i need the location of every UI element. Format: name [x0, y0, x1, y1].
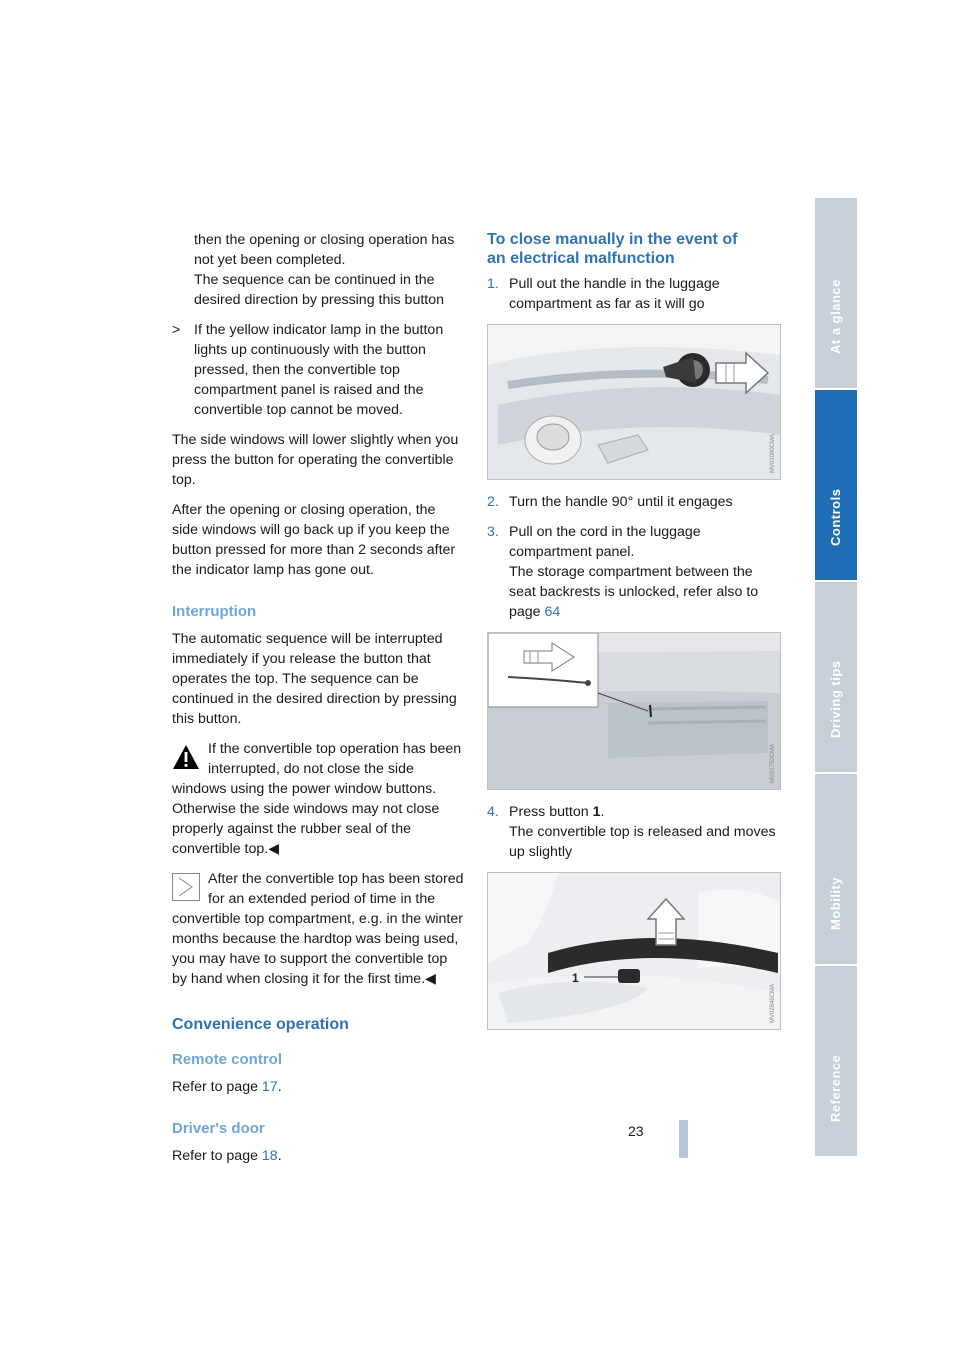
heading-interruption: Interruption	[172, 603, 257, 620]
after-operation-paragraph: After the opening or closing operation, the side windows will go back up if you keep the button pressed for more than 2 seconds after the indicator lamp has gone out.	[172, 502, 456, 578]
left-column	[172, 230, 464, 1176]
drivers-door-reference: Refer to page 18.	[172, 1148, 282, 1164]
chapter-tabs	[815, 198, 857, 1158]
warning-note	[172, 739, 464, 859]
page-link-17[interactable]: 17	[261, 1079, 278, 1095]
svg-text:MV02846CMA: MV02846CMA	[770, 983, 776, 1023]
bullet-item	[172, 320, 464, 420]
figure-callout-1: 1	[572, 971, 579, 985]
button-illustration	[488, 873, 780, 1029]
interruption-paragraph: The automatic sequence will be interrupted immediately if you release the button that operates the top. The sequence can be continued in the desired direction by pressing this button.	[172, 631, 457, 727]
cord-illustration	[488, 633, 780, 789]
tab-reference[interactable]: Reference	[815, 966, 857, 1156]
bullet-text: If the yellow indicator lamp in the button lights up continuously with the button pressed, then the convertible top compartment panel is raised and the convertible top cannot be moved.	[194, 322, 444, 418]
note-icon	[172, 873, 200, 901]
page-number: 23	[628, 1123, 644, 1139]
side-windows-paragraph: The side windows will lower slightly when you press the button for operating the convertible top.	[172, 432, 459, 488]
step-1: 1. Pull out the handle in the luggage compartment as far as it will go	[487, 276, 720, 312]
tab-driving-tips[interactable]: Driving tips	[815, 582, 857, 772]
tab-at-a-glance[interactable]: At a glance	[815, 198, 857, 388]
page-link-18[interactable]: 18	[261, 1148, 278, 1164]
svg-text:MV01750CMA: MV01750CMA	[770, 743, 776, 783]
handle-illustration	[488, 325, 780, 479]
svg-text:MV01080CMA: MV01080CMA	[770, 433, 776, 473]
bullet-mark: >	[172, 322, 181, 338]
right-column	[487, 230, 783, 1030]
step-2: 2. Turn the handle 90° until it engages	[487, 494, 733, 510]
page-number-bar	[679, 1120, 688, 1158]
heading-manual-close: To close manually in the event of an electrical malfunction	[487, 231, 738, 267]
tab-controls[interactable]: Controls	[815, 390, 857, 580]
info-note	[172, 869, 464, 989]
warning-icon	[172, 743, 200, 771]
warning-text: If the convertible top operation has been interrupted, do not close the side windows using the power window buttons. Otherwise the side windows may not close properly against the rubber seal of the convertible top.◀	[172, 741, 462, 857]
continued-paragraph-2: The sequence can be continued in the desired direction by pressing this button	[194, 272, 444, 308]
remote-control-reference: Refer to page 17.	[172, 1079, 282, 1095]
continued-paragraph-1: then the opening or closing operation has not yet been completed.	[194, 232, 455, 268]
step-4: 4. Press button 1. The convertible top is released and moves up slightly	[487, 804, 776, 860]
heading-drivers-door: Driver's door	[172, 1120, 265, 1137]
note-text: After the convertible top has been stored for an extended period of time in the convertible top compartment, e.g. in the winter months because the hardtop was being used, you may have to support the convertible top by hand when closing it for the first time.◀	[172, 871, 464, 987]
heading-remote-control: Remote control	[172, 1051, 283, 1068]
figure-button	[487, 872, 781, 1030]
figure-handle	[487, 324, 781, 480]
page-link-64[interactable]: 64	[544, 604, 561, 620]
figure-cord	[487, 632, 781, 790]
step-3: 3. Pull on the cord in the luggage compartment panel. The storage compartment between the seat backrests is unlocked, refer also to page 64	[487, 524, 759, 620]
heading-convenience-operation: Convenience operation	[172, 1016, 349, 1033]
tab-mobility[interactable]: Mobility	[815, 774, 857, 964]
